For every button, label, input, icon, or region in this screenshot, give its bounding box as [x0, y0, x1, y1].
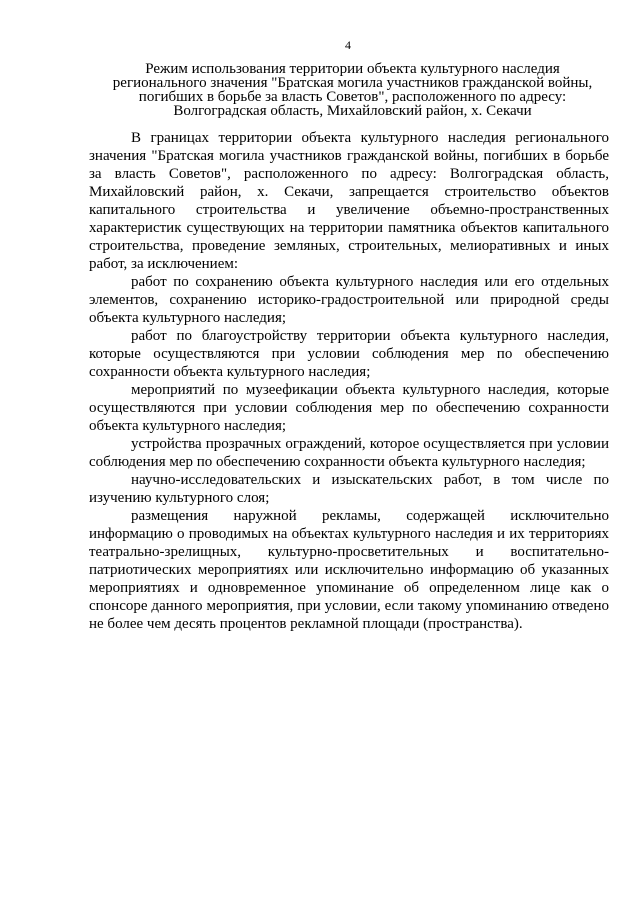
exception-item-fencing: устройства прозрачных ограждений, которое осуществляется при условии соблюдения мер по обеспечению сохранности объекта культурного наследия;	[89, 436, 609, 470]
exception-item-landscaping: работ по благоустройству территории объекта культурного наследия, которые осуществляются при условии соблюдения мер по обеспечению сохранности объекта культурного наследия;	[89, 328, 609, 380]
document-title	[80, 62, 625, 118]
exception-item-research: научно-исследовательских и изыскательских работ, в том числе по изучению культурного слоя;	[89, 472, 609, 506]
title-line-3: погибших в борьбе за власть Советов", расположенного по адресу:	[138, 89, 567, 105]
document-body	[89, 129, 609, 633]
exception-item-museumification: мероприятий по музеефикации объекта культурного наследия, которые осуществляются при условии соблюдения мер по обеспечению сохранности объекта культурного наследия;	[89, 382, 609, 434]
title-line-4: Волгоградская область, Михайловский район, х. Секачи	[173, 103, 532, 119]
intro-paragraph: В границах территории объекта культурного наследия регионального значения "Братская могила участников гражданской войны, погибших в борьбе за власть Советов", расположенного по адресу: Волгоградская область, Михайловский район, х. Секачи, запрещается строительство объектов капитального строительства и увеличение объемно-пространственных характеристик существующих на территории памятника объектов капитального строительства, проведение земляных, строительных, мелиоративных и иных работ, за исключением:	[89, 130, 609, 272]
title-line-1: Режим использования территории объекта культурного наследия	[145, 61, 560, 77]
exception-item-advertising: размещения наружной рекламы, содержащей исключительно информацию о проводимых на объектах культурного наследия и их территориях театрально-зрелищных, культурно-просветительных и воспитательно-патриотических мероприятиях или исключительно информацию об указанных мероприятиях и одновременное упоминание об определенном лице как о спонсоре данного мероприятия, при условии, если такому упоминанию отведено не более чем десять процентов рекламной площади (пространства).	[89, 508, 609, 632]
exception-item-preservation: работ по сохранению объекта культурного наследия или его отдельных элементов, сохранению историко-градостроительной или природной среды объекта культурного наследия;	[89, 274, 609, 326]
title-line-2: регионального значения "Братская могила участников гражданской войны,	[112, 75, 593, 91]
page-number: 4	[345, 38, 351, 52]
